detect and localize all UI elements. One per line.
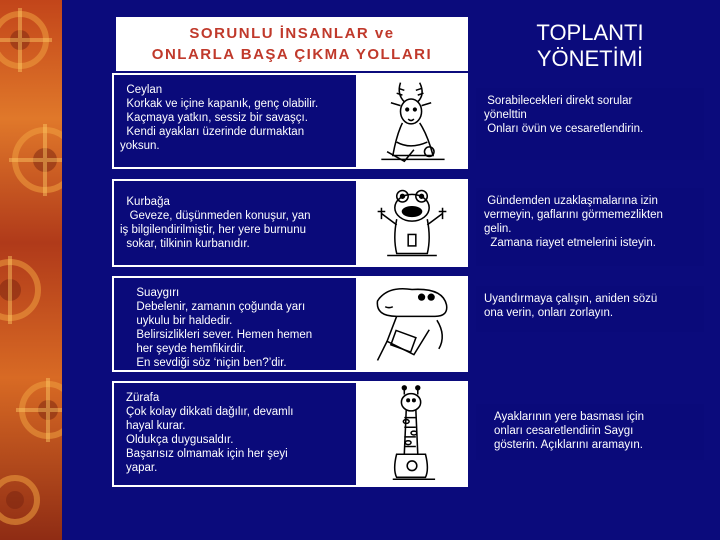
row-2-line-1: Geveze, düşünmeden konuşur, yan bbox=[120, 210, 311, 222]
row-1-advice-1: Sorabilecekleri direkt sorular bbox=[484, 95, 633, 107]
row-4-line-3: Oldukça duygusaldır. bbox=[126, 434, 234, 446]
row-2-left-card bbox=[112, 179, 356, 267]
row-2-advice-4: Zamana riayet etmelerini isteyin. bbox=[484, 237, 656, 249]
row-4-line-4: Başarısız olmamak için her şeyi bbox=[126, 448, 288, 460]
row-4-left-card bbox=[112, 381, 356, 487]
left-title-box bbox=[116, 17, 468, 71]
row-4-advice-1: Ayaklarının yere basması için bbox=[494, 411, 644, 423]
right-title-line1: TOPLANTI bbox=[536, 20, 644, 45]
row-3-left-card bbox=[112, 276, 356, 372]
row-4-advice-2: onları cesaretlendirin Saygı bbox=[494, 425, 634, 437]
row-3-line-4: her şeyde hemfikirdir. bbox=[130, 343, 246, 355]
row-2-name: Kurbağa bbox=[120, 196, 170, 208]
frog-cartoon-image bbox=[356, 179, 468, 267]
hippo-icon bbox=[358, 278, 466, 370]
row-1-advice-2: yönelttin bbox=[484, 109, 527, 121]
gears-decoration bbox=[0, 0, 62, 540]
row-4-right-card bbox=[476, 404, 704, 460]
row-4-line-5: yapar. bbox=[126, 462, 158, 474]
hippo-cartoon-image bbox=[356, 276, 468, 372]
row-4-advice-3: gösterin. Açıklarını aramayın. bbox=[494, 439, 643, 451]
row-2-advice-3: gelin. bbox=[484, 223, 512, 235]
row-1-line-4: yoksun. bbox=[120, 140, 160, 152]
row-1-right-card bbox=[476, 88, 704, 160]
row-3-name: Suaygırı bbox=[130, 287, 180, 299]
row-2-line-3: sokar, tilkinin kurbanıdır. bbox=[120, 238, 250, 250]
row-4-line-2: hayal kurar. bbox=[126, 420, 186, 432]
giraffe-icon bbox=[358, 383, 466, 485]
row-1-line-2: Kaçmaya yatkın, sessiz bir savaşçı. bbox=[120, 112, 308, 124]
row-2-right-card bbox=[476, 188, 704, 266]
left-title-line1: SORUNLU İNSANLAR ve bbox=[189, 25, 395, 42]
row-3-line-3: Belirsizlikleri sever. Hemen hemen bbox=[130, 329, 313, 341]
row-2-advice-1: Gündemden uzaklaşmalarına izin bbox=[484, 195, 658, 207]
row-3-right-card bbox=[476, 286, 704, 332]
row-2-line-2: iş bilgilendirilmiştir, her yere burnunu bbox=[120, 224, 306, 236]
row-1-line-1: Korkak ve içine kapanık, genç olabilir. bbox=[120, 98, 319, 110]
row-1-line-3: Kendi ayakları üzerinde durmaktan bbox=[120, 126, 305, 138]
row-1-left-card bbox=[112, 73, 356, 169]
decorative-sidebar bbox=[0, 0, 62, 540]
giraffe-cartoon-image bbox=[356, 381, 468, 487]
gazelle-icon bbox=[358, 75, 466, 167]
row-1-name: Ceylan bbox=[120, 84, 163, 96]
right-title-line2: YÖNETİMİ bbox=[536, 46, 644, 71]
right-title bbox=[476, 20, 704, 72]
row-3-line-1: Debelenir, zamanın çoğunda yarı bbox=[130, 301, 306, 313]
row-3-line-5: En sevdiği söz ‘niçin ben?’dir. bbox=[130, 357, 287, 369]
row-4-line-1: Çok kolay dikkati dağılır, devamlı bbox=[126, 406, 294, 418]
row-3-advice-2: ona verin, onları zorlayın. bbox=[484, 307, 614, 319]
frog-icon bbox=[358, 181, 466, 265]
left-title-line2: ONLARLA BAŞA ÇIKMA YOLLARI bbox=[151, 46, 433, 63]
row-4-name: Zürafa bbox=[126, 392, 160, 404]
gazelle-cartoon-image bbox=[356, 73, 468, 169]
row-1-advice-3: Onları övün ve cesaretlendirin. bbox=[484, 123, 644, 135]
row-2-advice-2: vermeyin, gaflarını görmemezlikten bbox=[484, 209, 663, 221]
row-3-advice-1: Uyandırmaya çalışın, aniden sözü bbox=[484, 293, 658, 305]
row-3-line-2: uykulu bir haldedir. bbox=[130, 315, 233, 327]
